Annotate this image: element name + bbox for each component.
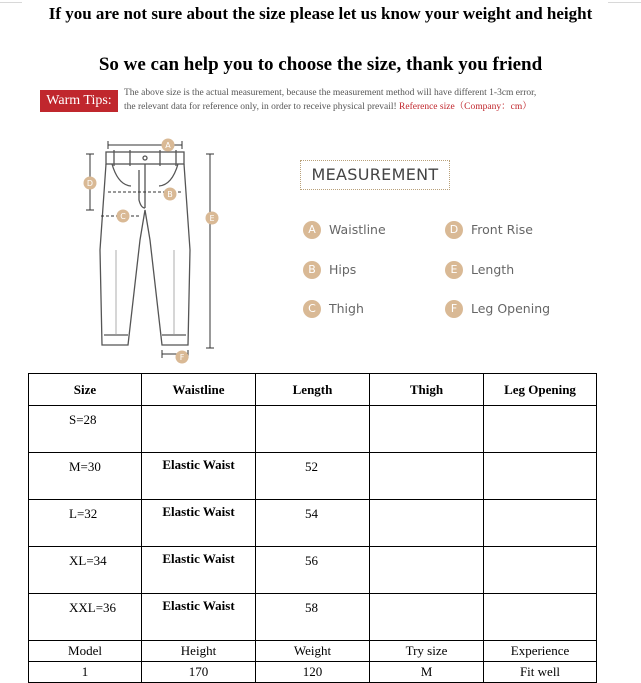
thigh-value xyxy=(370,453,484,500)
size-value: XXL=36 xyxy=(29,594,142,641)
size-help-headline: If you are not sure about the size please let us know your weight and height xyxy=(48,4,593,23)
leg-opening-value xyxy=(484,500,597,547)
leg-opening-value xyxy=(484,547,597,594)
model-try-size: M xyxy=(370,662,484,683)
length-value: 54 xyxy=(256,500,370,547)
thigh-value xyxy=(370,547,484,594)
legend-a-icon: A xyxy=(303,221,321,239)
thigh-value xyxy=(370,500,484,547)
leg-opening-value xyxy=(484,594,597,641)
table-row xyxy=(29,500,597,547)
measurement-title-box xyxy=(300,160,450,190)
waistline-value: Elastic Waist xyxy=(142,594,256,641)
marker-c-label: C xyxy=(120,212,126,221)
legend-f-icon: F xyxy=(445,300,463,318)
size-value: S=28 xyxy=(29,406,142,453)
marker-b-label: B xyxy=(167,190,173,199)
legend-waistline-label: Waistline xyxy=(329,222,386,237)
size-value: M=30 xyxy=(29,453,142,500)
leg-opening-value xyxy=(484,453,597,500)
model-weight: 120 xyxy=(256,662,370,683)
legend-d-icon: D xyxy=(445,221,463,239)
model-header-height: Height xyxy=(142,641,256,662)
length-value: 58 xyxy=(256,594,370,641)
warm-tips-line1: The above size is the actual measurement, because the measurement method will have different 1-3cm error, xyxy=(124,88,537,98)
warm-tips-text xyxy=(124,86,624,114)
header-waistline: Waistline xyxy=(142,374,256,406)
legend-hips-label: Hips xyxy=(329,262,357,277)
header-thigh: Thigh xyxy=(370,374,484,406)
warm-tips-line2: the relevant data for reference only, in order to receive physical prevail! xyxy=(124,102,397,112)
legend-c-icon: C xyxy=(303,300,321,318)
model-number: 1 xyxy=(29,662,142,683)
model-header-experience: Experience xyxy=(484,641,597,662)
marker-d-label: D xyxy=(86,179,94,188)
waistline-value: Elastic Waist xyxy=(142,500,256,547)
model-header-row xyxy=(29,641,597,662)
header-length: Length xyxy=(256,374,370,406)
model-header-weight: Weight xyxy=(256,641,370,662)
model-header-try-size: Try size xyxy=(370,641,484,662)
size-help-subheadline: So we can help you to choose the size, thank you friend xyxy=(98,54,543,75)
size-chart-table xyxy=(28,373,597,683)
table-row xyxy=(29,406,597,453)
legend-front-rise-label: Front Rise xyxy=(471,222,533,237)
warm-tips-banner xyxy=(40,86,620,118)
table-row xyxy=(29,594,597,641)
measurement-diagram xyxy=(28,130,596,370)
length-value: 52 xyxy=(256,453,370,500)
legend-thigh-label: Thigh xyxy=(329,301,364,316)
legend-e-icon: E xyxy=(445,261,463,279)
marker-f-label: F xyxy=(179,353,185,362)
warm-tips-badge: Warm Tips: xyxy=(40,90,118,112)
header-size: Size xyxy=(29,374,142,406)
pants-illustration xyxy=(28,130,288,370)
marker-e-label: E xyxy=(209,214,215,223)
header-rule-right xyxy=(608,2,641,3)
waistline-value: Elastic Waist xyxy=(142,547,256,594)
measurement-title: MEASUREMENT xyxy=(311,165,439,184)
model-header-model: Model xyxy=(29,641,142,662)
size-value: L=32 xyxy=(29,500,142,547)
table-row xyxy=(29,453,597,500)
waistline-value xyxy=(142,406,256,453)
thigh-value xyxy=(370,406,484,453)
model-experience: Fit well xyxy=(484,662,597,683)
length-value: 56 xyxy=(256,547,370,594)
model-data-row xyxy=(29,662,597,683)
waistline-value: Elastic Waist xyxy=(142,453,256,500)
size-value: XL=34 xyxy=(29,547,142,594)
model-height: 170 xyxy=(142,662,256,683)
legend-leg-opening-label: Leg Opening xyxy=(471,301,551,316)
legend-length-label: Length xyxy=(471,262,515,277)
legend-b-icon: B xyxy=(303,261,321,279)
header-leg-opening: Leg Opening xyxy=(484,374,597,406)
length-value xyxy=(256,406,370,453)
table-row xyxy=(29,547,597,594)
reference-size-note: Reference size（Company：cm） xyxy=(399,102,532,112)
leg-opening-value xyxy=(484,406,597,453)
size-table-header-row xyxy=(29,374,597,406)
thigh-value xyxy=(370,594,484,641)
marker-a-label: A xyxy=(165,141,171,150)
header-rule-left xyxy=(0,2,22,3)
